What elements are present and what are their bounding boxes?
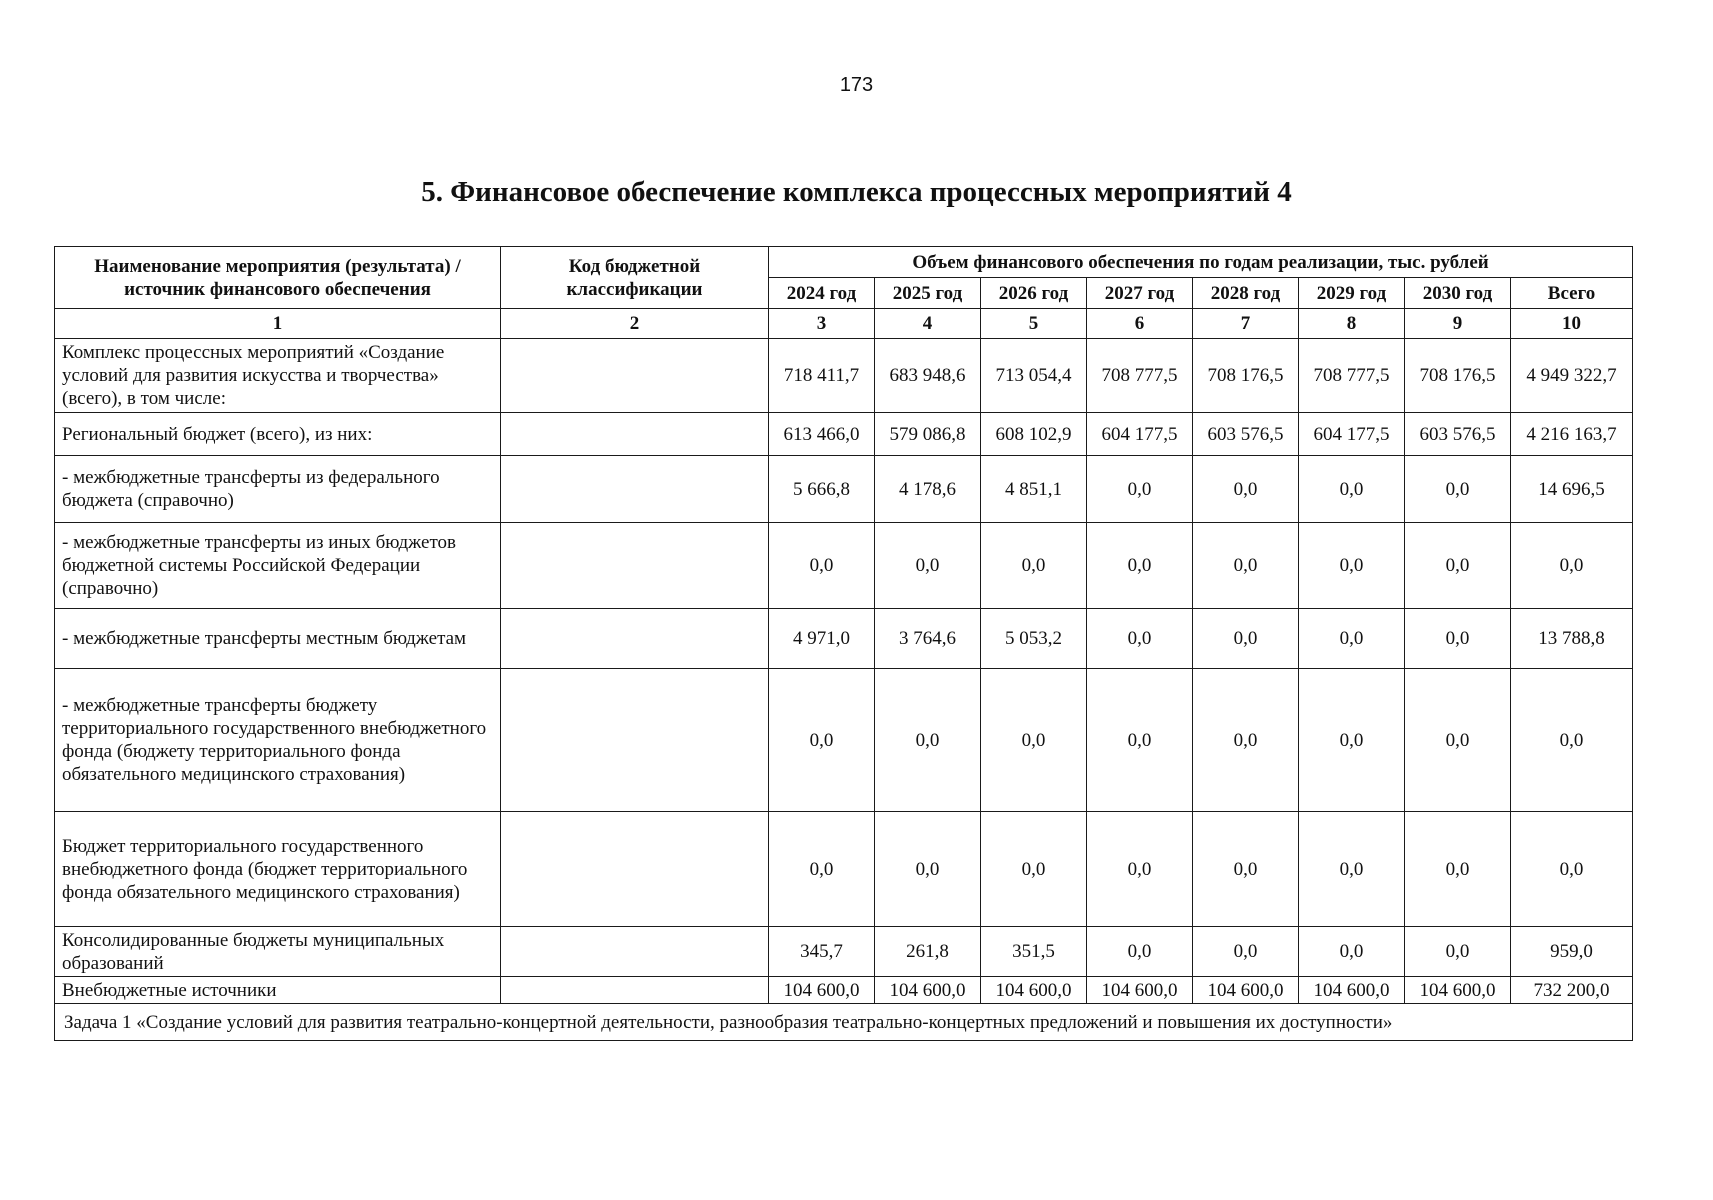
table-row	[55, 812, 1633, 927]
column-index: 9	[1405, 309, 1511, 339]
year-value-cell: 718 411,7	[769, 339, 875, 413]
year-value-cell: 351,5	[981, 927, 1087, 977]
year-value-cell: 0,0	[875, 523, 981, 609]
column-index: 10	[1511, 309, 1633, 339]
year-value-cell: 104 600,0	[769, 977, 875, 1004]
year-value-cell: 345,7	[769, 927, 875, 977]
column-index: 8	[1299, 309, 1405, 339]
year-value-cell: 0,0	[769, 669, 875, 812]
header-year: 2026 год	[981, 278, 1087, 309]
year-value-cell: 683 948,6	[875, 339, 981, 413]
column-index: 5	[981, 309, 1087, 339]
year-value-cell: 713 054,4	[981, 339, 1087, 413]
year-value-cell: 708 777,5	[1299, 339, 1405, 413]
table-body	[55, 309, 1633, 1041]
row-label: Региональный бюджет (всего), из них:	[55, 413, 501, 456]
year-value-cell: 0,0	[1087, 609, 1193, 669]
table-row	[55, 669, 1633, 812]
row-label: Комплекс процессных мероприятий «Создание условий для развития искусства и творчества» (всего), в том числе:	[55, 339, 501, 413]
budget-code-cell	[501, 523, 769, 609]
budget-code-cell	[501, 413, 769, 456]
task-label: Задача 1 «Создание условий для развития театрально-концертной деятельности, разнообразия театрально-концертных предложений и повышения их доступности»	[55, 1004, 1633, 1041]
year-value-cell: 0,0	[1405, 669, 1511, 812]
year-value-cell: 708 777,5	[1087, 339, 1193, 413]
year-value-cell: 603 576,5	[1405, 413, 1511, 456]
year-value-cell: 0,0	[1087, 523, 1193, 609]
year-value-cell: 0,0	[769, 523, 875, 609]
header-year: 2028 год	[1193, 278, 1299, 309]
table-row	[55, 523, 1633, 609]
year-value-cell: 261,8	[875, 927, 981, 977]
year-value-cell: 608 102,9	[981, 413, 1087, 456]
year-value-cell: 0,0	[1299, 456, 1405, 523]
year-value-cell: 708 176,5	[1405, 339, 1511, 413]
total-cell: 4 216 163,7	[1511, 413, 1633, 456]
year-value-cell: 0,0	[1405, 523, 1511, 609]
year-value-cell: 104 600,0	[981, 977, 1087, 1004]
year-value-cell: 708 176,5	[1193, 339, 1299, 413]
header-code-column: Код бюджетной классификации	[501, 247, 769, 309]
table-row	[55, 413, 1633, 456]
budget-code-cell	[501, 977, 769, 1004]
total-cell: 959,0	[1511, 927, 1633, 977]
header-year: 2029 год	[1299, 278, 1405, 309]
year-value-cell: 0,0	[1087, 812, 1193, 927]
table-row	[55, 609, 1633, 669]
header-total: Всего	[1511, 278, 1633, 309]
year-value-cell: 0,0	[981, 812, 1087, 927]
year-value-cell: 0,0	[1087, 456, 1193, 523]
year-value-cell: 104 600,0	[875, 977, 981, 1004]
row-label: Внебюджетные источники	[55, 977, 501, 1004]
year-value-cell: 4 971,0	[769, 609, 875, 669]
year-value-cell: 613 466,0	[769, 413, 875, 456]
year-value-cell: 0,0	[1299, 927, 1405, 977]
column-index: 6	[1087, 309, 1193, 339]
task-row	[55, 1004, 1633, 1041]
header-name-column: Наименование мероприятия (результата) / источник финансового обеспечения	[55, 247, 501, 309]
total-cell: 14 696,5	[1511, 456, 1633, 523]
total-cell: 0,0	[1511, 669, 1633, 812]
page-number: 173	[839, 74, 874, 96]
year-value-cell: 0,0	[1405, 609, 1511, 669]
year-value-cell: 603 576,5	[1193, 413, 1299, 456]
table-row	[55, 339, 1633, 413]
year-value-cell: 579 086,8	[875, 413, 981, 456]
total-cell: 4 949 322,7	[1511, 339, 1633, 413]
year-value-cell: 0,0	[769, 812, 875, 927]
year-value-cell: 0,0	[875, 812, 981, 927]
year-value-cell: 0,0	[875, 669, 981, 812]
column-index: 4	[875, 309, 981, 339]
budget-code-cell	[501, 927, 769, 977]
year-value-cell: 0,0	[1193, 523, 1299, 609]
header-year: 2030 год	[1405, 278, 1511, 309]
year-value-cell: 0,0	[1087, 927, 1193, 977]
total-cell: 0,0	[1511, 812, 1633, 927]
table-row	[55, 456, 1633, 523]
year-value-cell: 5 666,8	[769, 456, 875, 523]
financing-table	[54, 246, 1633, 1041]
year-value-cell: 604 177,5	[1299, 413, 1405, 456]
budget-code-cell	[501, 339, 769, 413]
table-row	[55, 927, 1633, 977]
year-value-cell: 104 600,0	[1087, 977, 1193, 1004]
row-label: - межбюджетные трансферты из федерального бюджета (справочно)	[55, 456, 501, 523]
row-label: - межбюджетные трансферты местным бюджетам	[55, 609, 501, 669]
table-row	[55, 977, 1633, 1004]
year-value-cell: 0,0	[1299, 523, 1405, 609]
year-value-cell: 0,0	[981, 669, 1087, 812]
total-cell: 732 200,0	[1511, 977, 1633, 1004]
year-value-cell: 0,0	[1299, 812, 1405, 927]
year-value-cell: 0,0	[1299, 669, 1405, 812]
year-value-cell: 0,0	[1193, 812, 1299, 927]
year-value-cell: 604 177,5	[1087, 413, 1193, 456]
budget-code-cell	[501, 609, 769, 669]
header-year: 2027 год	[1087, 278, 1193, 309]
year-value-cell: 0,0	[1087, 669, 1193, 812]
year-value-cell: 104 600,0	[1299, 977, 1405, 1004]
column-index: 3	[769, 309, 875, 339]
year-value-cell: 0,0	[1193, 609, 1299, 669]
year-value-cell: 0,0	[1193, 456, 1299, 523]
row-label: Бюджет территориального государственного внебюджетного фонда (бюджет территориального фонда обязательного медицинского страхования)	[55, 812, 501, 927]
year-value-cell: 4 178,6	[875, 456, 981, 523]
row-label: - межбюджетные трансферты бюджету территориального государственного внебюджетного фонда (бюджету территориального фонда обязательного медицинского страхования)	[55, 669, 501, 812]
year-value-cell: 0,0	[1299, 609, 1405, 669]
year-value-cell: 104 600,0	[1405, 977, 1511, 1004]
year-value-cell: 0,0	[1405, 812, 1511, 927]
column-index: 1	[55, 309, 501, 339]
year-value-cell: 0,0	[1405, 456, 1511, 523]
year-value-cell: 5 053,2	[981, 609, 1087, 669]
year-value-cell: 0,0	[1405, 927, 1511, 977]
year-value-cell: 0,0	[981, 523, 1087, 609]
year-value-cell: 0,0	[1193, 669, 1299, 812]
year-value-cell: 0,0	[1193, 927, 1299, 977]
column-index: 2	[501, 309, 769, 339]
header-year: 2025 год	[875, 278, 981, 309]
budget-code-cell	[501, 669, 769, 812]
year-value-cell: 3 764,6	[875, 609, 981, 669]
page-title: 5. Финансовое обеспечение комплекса процессных мероприятий 4	[421, 176, 1292, 208]
year-value-cell: 104 600,0	[1193, 977, 1299, 1004]
header-volume-group: Объем финансового обеспечения по годам реализации, тыс. рублей	[769, 247, 1633, 278]
total-cell: 13 788,8	[1511, 609, 1633, 669]
total-cell: 0,0	[1511, 523, 1633, 609]
header-year: 2024 год	[769, 278, 875, 309]
budget-code-cell	[501, 812, 769, 927]
budget-code-cell	[501, 456, 769, 523]
row-label: - межбюджетные трансферты из иных бюджетов бюджетной системы Российской Федерации (справочно)	[55, 523, 501, 609]
column-index-row	[55, 309, 1633, 339]
row-label: Консолидированные бюджеты муниципальных образований	[55, 927, 501, 977]
year-value-cell: 4 851,1	[981, 456, 1087, 523]
column-index: 7	[1193, 309, 1299, 339]
